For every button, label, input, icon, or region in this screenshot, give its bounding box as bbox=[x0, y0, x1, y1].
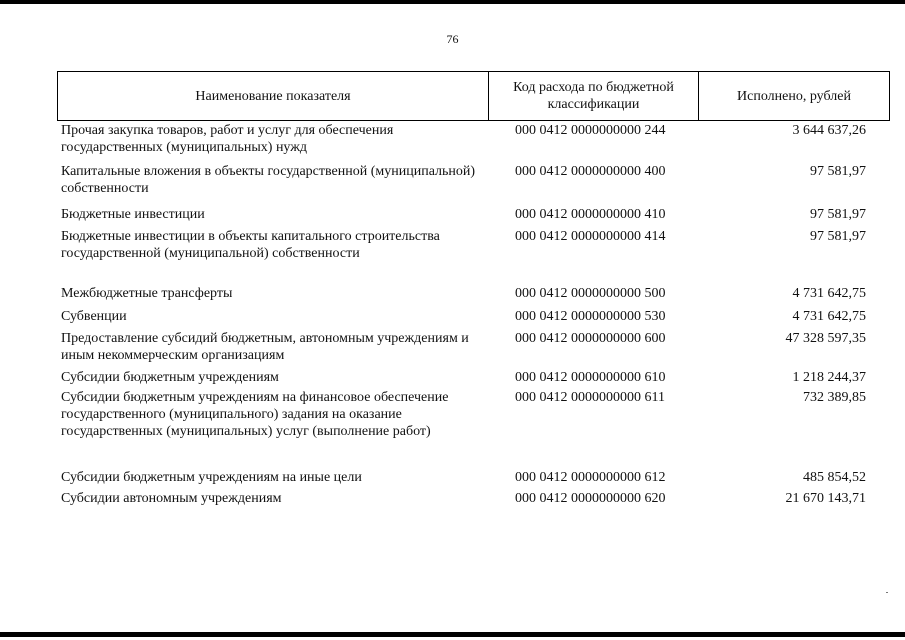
row-code: 000 0412 0000000000 500 bbox=[515, 286, 666, 301]
row-name: Субсидии бюджетным учреждениям на финансовое обеспечение государственного (муниципального) задания на оказание государственных (муниципальных) услуг (выполнение работ) bbox=[61, 390, 449, 439]
row-name: Прочая закупка товаров, работ и услуг для обеспечения государственных (муниципальных) нужд bbox=[61, 123, 394, 155]
row-executed: 47 328 597,35 bbox=[785, 331, 866, 346]
row-name: Капитальные вложения в объекты государственной (муниципальной) собственности bbox=[61, 164, 476, 196]
row-code: 000 0412 0000000000 414 bbox=[515, 229, 666, 244]
row-name: Субсидии бюджетным учреждениям на иные цели bbox=[61, 470, 362, 485]
row-executed: 97 581,97 bbox=[810, 229, 866, 244]
row-code: 000 0412 0000000000 530 bbox=[515, 309, 666, 324]
row-name: Бюджетные инвестиции bbox=[61, 207, 205, 222]
row-code: 000 0412 0000000000 620 bbox=[515, 491, 666, 506]
row-executed: 4 731 642,75 bbox=[792, 286, 866, 301]
header-executed: Исполнено, рублей bbox=[737, 88, 851, 104]
scan-speck bbox=[886, 592, 888, 593]
row-executed: 1 218 244,37 bbox=[792, 370, 866, 385]
row-name: Субсидии бюджетным учреждениям bbox=[61, 370, 279, 385]
row-code: 000 0412 0000000000 600 bbox=[515, 331, 666, 346]
header-name: Наименование показателя bbox=[58, 72, 489, 120]
row-name: Бюджетные инвестиции в объекты капитального строительства государственной (муниципальной) собственности bbox=[61, 229, 440, 261]
header-code: Код расхода по бюджетной классификации bbox=[489, 72, 699, 120]
row-executed: 485 854,52 bbox=[803, 470, 866, 485]
bottom-border bbox=[0, 632, 905, 637]
row-code: 000 0412 0000000000 611 bbox=[515, 390, 665, 405]
row-executed: 732 389,85 bbox=[803, 390, 866, 405]
row-executed: 3 644 637,26 bbox=[792, 123, 866, 138]
row-name: Субсидии автономным учреждениям bbox=[61, 491, 282, 506]
row-executed: 4 731 642,75 bbox=[792, 309, 866, 324]
row-name: Субвенции bbox=[61, 309, 127, 324]
row-name: Межбюджетные трансферты bbox=[61, 286, 233, 301]
row-executed: 21 670 143,71 bbox=[785, 491, 866, 506]
top-border bbox=[0, 0, 905, 4]
row-name: Предоставление субсидий бюджетным, автономным учреждениям и иным некоммерческим организациям bbox=[61, 331, 469, 363]
row-code: 000 0412 0000000000 612 bbox=[515, 470, 666, 485]
row-code: 000 0412 0000000000 610 bbox=[515, 370, 666, 385]
row-code: 000 0412 0000000000 410 bbox=[515, 207, 666, 222]
row-executed: 97 581,97 bbox=[810, 207, 866, 222]
row-code: 000 0412 0000000000 244 bbox=[515, 123, 666, 138]
table-header bbox=[57, 71, 890, 121]
row-code: 000 0412 0000000000 400 bbox=[515, 164, 666, 179]
row-executed: 97 581,97 bbox=[810, 164, 866, 179]
page-number: 76 bbox=[446, 32, 459, 46]
